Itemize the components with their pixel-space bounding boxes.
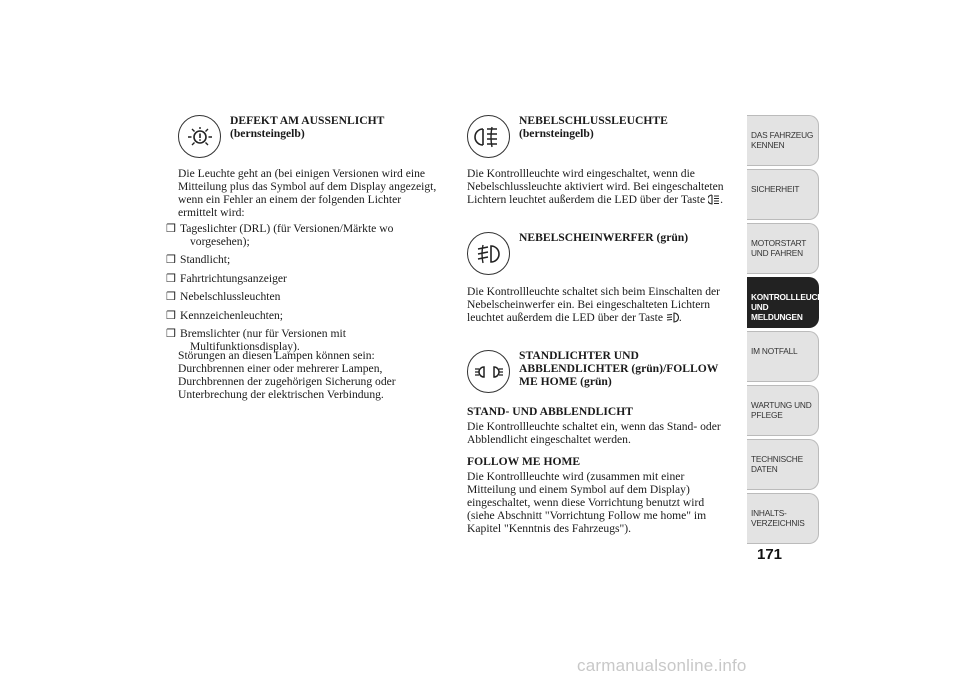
list-item: ❒ Standlicht; [166, 253, 231, 267]
side-lights-icon [467, 350, 510, 393]
rear-fog-title: NEBELSCHLUSSLEUCHTE (bernsteingelb) [519, 114, 668, 140]
exterior-light-title: DEFEKT AM AUSSENLICHT (bernsteingelb) [230, 114, 385, 140]
tab-inhaltsverzeichnis[interactable]: INHALTS-VERZEICHNIS [747, 493, 819, 544]
exterior-light-fault-icon [178, 115, 221, 158]
front-fog-title: NEBELSCHEINWERFER (grün) [519, 231, 689, 244]
list-item: ❒ Tageslichter (DRL) (für Versionen/Märkte wo vorgesehen); [166, 222, 394, 248]
exterior-light-heading [178, 115, 410, 158]
side-lights-subheading-1: STAND- UND ABBLENDLICHT [467, 405, 633, 418]
exterior-light-outro: Störungen an diesen Lampen können sein: Durchbrennen einer oder mehrerer Lampen, Durchbrennen der zugehörigen Sicherung oder Unterbrechung der elektrischen Verbindung. [178, 349, 396, 401]
side-lights-subheading-2: FOLLOW ME HOME [467, 455, 581, 468]
side-lights-text-2: Die Kontrollleuchte wird (zusammen mit einer Mitteilung und einem Symbol auf dem Display) eingeschaltet, wenn diese Vorrichtung benutzt wird (siehe Abschnitt "Vorrichtung Follow me home" im Kapitel "Kenntnis des Fahrzeugs"). [467, 470, 707, 535]
rear-fog-light-icon [467, 115, 510, 158]
side-lights-text-1: Die Kontrollleuchte schaltet ein, wenn das Stand- oder Abblendlicht eingeschaltet werden. [467, 420, 721, 446]
rear-fog-heading [467, 115, 734, 158]
list-item: ❒ Fahrtrichtungsanzeiger [166, 271, 287, 285]
exterior-light-bullet-list [166, 222, 440, 359]
tab-das-fahrzeug-kennen[interactable]: DAS FAHRZEUG KENNEN [747, 115, 819, 166]
front-fog-text: Die Kontrollleuchte schaltet sich beim Einschalten der Nebelscheinwerfer ein. Bei eingeschalteten Lichtern leuchtet außerdem die LED über der Taste . [467, 286, 732, 327]
front-fog-heading [467, 232, 734, 275]
list-item: ❒ Kennzeichenleuchten; [166, 308, 284, 322]
side-lights-heading [467, 350, 734, 393]
list-item: ❒ Bremslichter (nur für Versionen mit Multifunktionsdisplay). [166, 326, 346, 353]
tab-motorstart-und-fahren[interactable]: MOTORSTART UND FAHREN [747, 223, 819, 274]
tab-wartung-und-pflege[interactable]: WARTUNG UND PFLEGE [747, 385, 819, 436]
page-number: 171 [757, 546, 783, 563]
tab-sicherheit[interactable]: SICHERHEIT [747, 169, 819, 220]
exterior-light-intro: Die Leuchte geht an (bei einigen Versionen wird eine Mitteilung plus das Symbol auf dem Display angezeigt, wenn ein Fehler an einem der folgenden Lichter ermittelt wird: [178, 167, 437, 219]
footer-watermark: carmanualsonline.info [577, 656, 747, 675]
tab-im-notfall[interactable]: IM NOTFALL [747, 331, 819, 382]
front-fog-light-icon [467, 232, 510, 275]
tab-kontrollleuchten-und-meldungen[interactable]: KONTROLLLEUCHTEN UND MELDUNGEN [747, 277, 819, 328]
side-lights-title: STANDLICHTER UND ABBLENDLICHTER (grün)/FOLLOW ME HOME (grün) [519, 349, 719, 388]
rear-fog-text: Die Kontrollleuchte wird eingeschaltet, wenn die Nebelschlussleuchte aktiviert wird. Bei eingeschalteten Lichtern leuchtet außerdem die LED über der Taste . [467, 168, 732, 209]
list-item: ❒ Nebelschlussleuchten [166, 290, 281, 304]
rear-fog-button-icon [708, 194, 720, 209]
tab-technische-daten[interactable]: TECHNISCHE DATEN [747, 439, 819, 490]
front-fog-button-icon [666, 312, 679, 327]
